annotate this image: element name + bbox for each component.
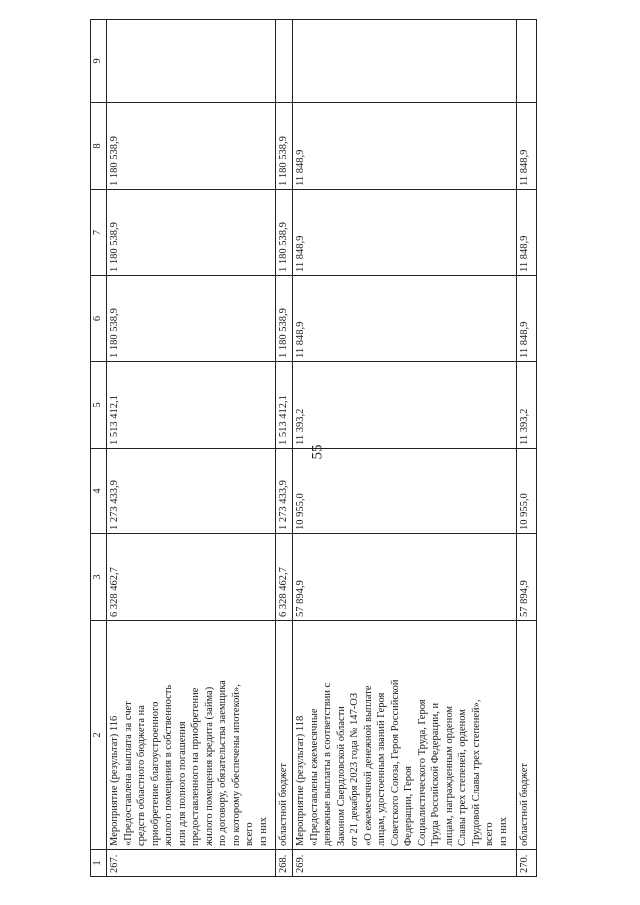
row-description: областной бюджет	[517, 621, 537, 850]
table-row	[276, 20, 293, 877]
column-header: 2	[91, 621, 107, 850]
value-cell: 1 180 538,9	[276, 276, 293, 362]
value-cell	[107, 20, 276, 103]
value-cell: 1 180 538,9	[276, 103, 293, 190]
column-header: 3	[91, 534, 107, 621]
value-cell: 57 894,9	[517, 534, 537, 621]
value-cell: 11 393,2	[517, 362, 537, 449]
value-cell: 11 848,9	[293, 190, 517, 276]
value-cell: 1 180 538,9	[107, 103, 276, 190]
value-cell: 1 513 412,1	[107, 362, 276, 449]
table-row	[517, 20, 537, 877]
value-cell: 6 328 462,7	[107, 534, 276, 621]
value-cell: 10 955,0	[517, 449, 537, 534]
value-cell: 1 180 538,9	[276, 190, 293, 276]
value-cell	[517, 20, 537, 103]
value-cell: 11 848,9	[293, 276, 517, 362]
value-cell: 1 513 412,1	[276, 362, 293, 449]
column-header: 9	[91, 20, 107, 103]
budget-table	[90, 19, 537, 877]
column-header: 1	[91, 850, 107, 877]
column-header: 6	[91, 276, 107, 362]
value-cell: 1 180 538,9	[107, 276, 276, 362]
column-header: 7	[91, 190, 107, 276]
column-header: 8	[91, 103, 107, 190]
table-row	[107, 20, 276, 877]
row-number: 269.	[293, 850, 517, 877]
row-description: областной бюджет	[276, 621, 293, 850]
page-number: 55	[309, 444, 326, 460]
value-cell	[293, 20, 517, 103]
value-cell: 11 848,9	[517, 103, 537, 190]
value-cell: 57 894,9	[293, 534, 517, 621]
column-header: 4	[91, 449, 107, 534]
value-cell: 6 328 462,7	[276, 534, 293, 621]
value-cell: 1 273 433,9	[107, 449, 276, 534]
value-cell: 11 393,2	[293, 362, 517, 449]
value-cell: 1 273 433,9	[276, 449, 293, 534]
column-header: 5	[91, 362, 107, 449]
table-row	[293, 20, 517, 877]
value-cell: 11 848,9	[293, 103, 517, 190]
column-number-row	[91, 20, 107, 877]
value-cell	[276, 20, 293, 103]
row-number: 268.	[276, 850, 293, 877]
row-description: Мероприятие (результат) 118 «Предоставлены ежемесячные денежные выплаты в соответствии с Законом Свердловской области от 21 декабря 2023 года № 147-ОЗ «О ежемесячной денежной выплате лицам, удостоенным званий Героя Советского Союза, Героя Российской Федерации, Героя Социалистического Труда, Героя Труда Российской Федерации, и лицам, награжденным орденом Славы трех степеней, орденом Трудовой Славы трех степеней», всего из них	[293, 621, 517, 850]
value-cell: 11 848,9	[517, 276, 537, 362]
row-description: Мероприятие (результат) 116 «Предоставлена выплата за счет средств областного бюджета на приобретение благоустроенного жилого помещения в собственность или для полного погашения предоставленного на приобретение жилого помещения кредита (займа) по договору, обязательства заемщика по которому обеспечены ипотекой», всего из них	[107, 621, 276, 850]
value-cell: 11 848,9	[517, 190, 537, 276]
budget-table-wrapper	[90, 40, 537, 877]
value-cell: 10 955,0	[293, 449, 517, 534]
value-cell: 1 180 538,9	[107, 190, 276, 276]
row-number: 270.	[517, 850, 537, 877]
row-number: 267.	[107, 850, 276, 877]
